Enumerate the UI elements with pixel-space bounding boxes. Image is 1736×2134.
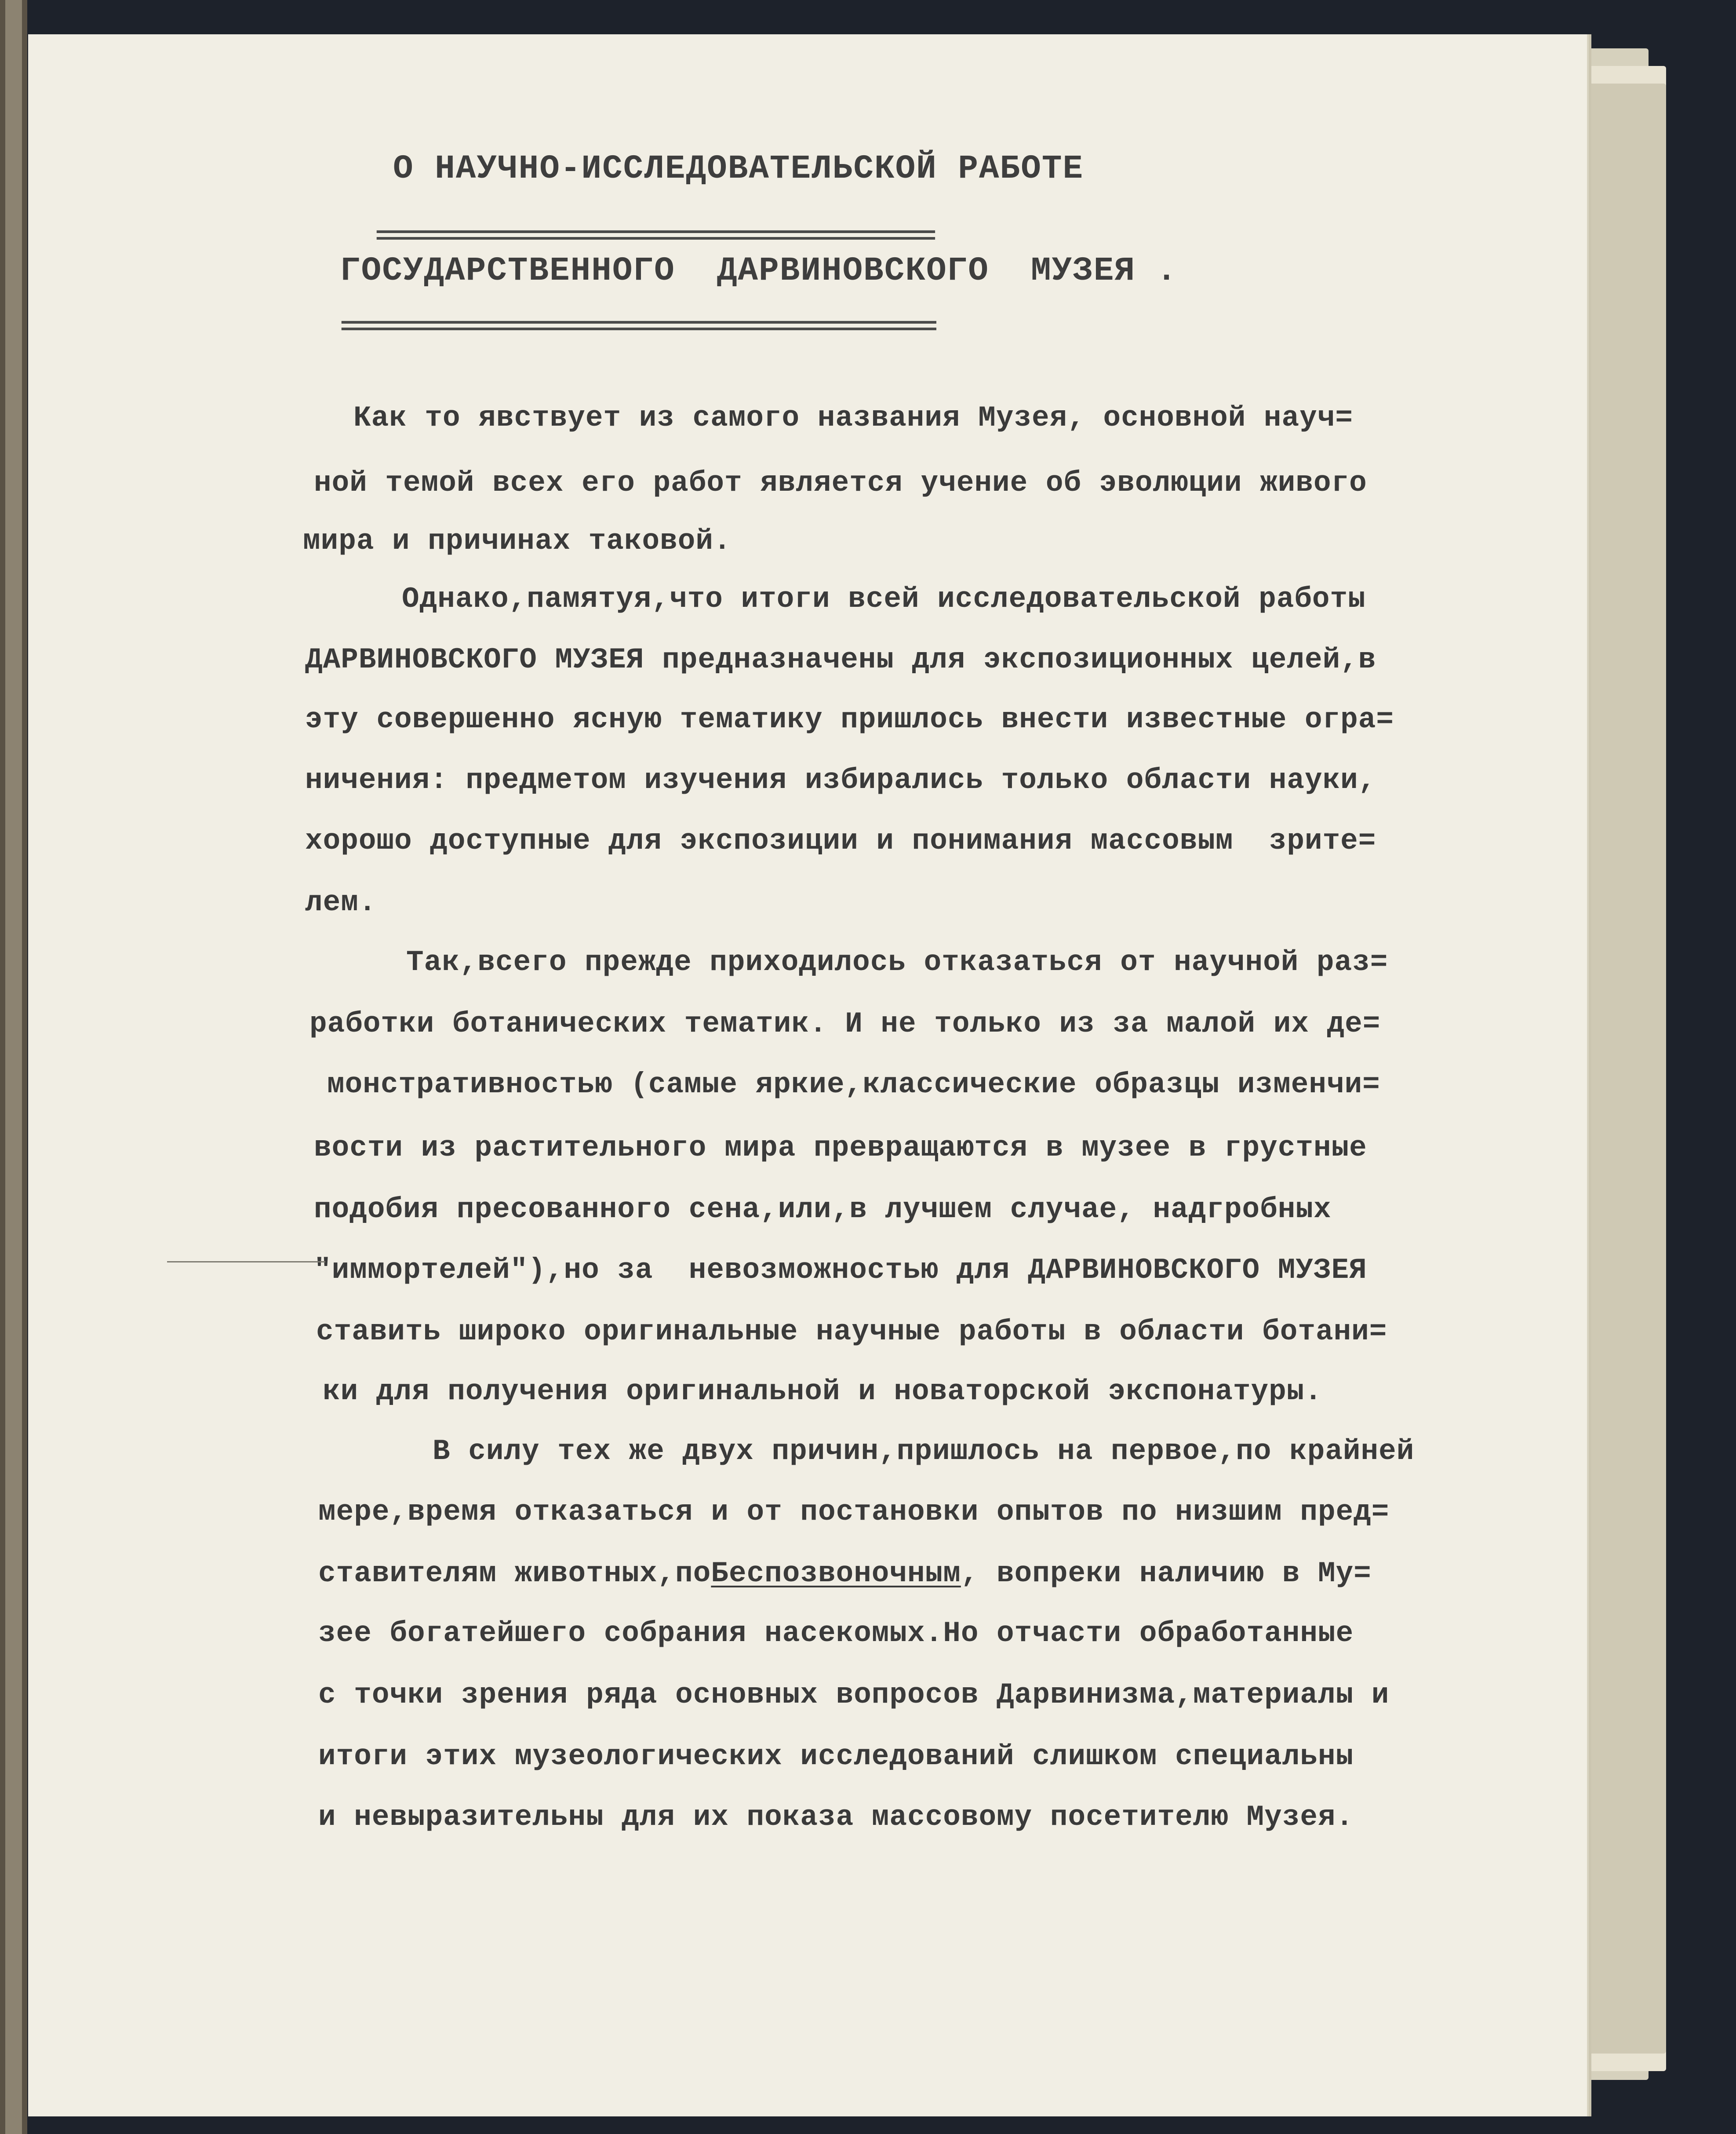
title-underline: ============================================== bbox=[375, 224, 934, 249]
text-line: Однако,памятуя,что итоги всей исследовательской работы bbox=[402, 583, 1366, 616]
text-line: с точки зрения ряда основных вопросов Дарвинизма,материалы и bbox=[318, 1678, 1390, 1711]
text-line: зее богатейшего собрания насекомых.Но отчасти обработанные bbox=[318, 1617, 1354, 1650]
underlined-term: Беспозвоночным bbox=[711, 1557, 961, 1590]
text-line: мира и причинах таковой. bbox=[303, 525, 732, 558]
text-line: вости из растительного мира превращаются в музее в грустные bbox=[314, 1131, 1367, 1164]
text-line: ки для получения оригинальной и новаторской экспонатуры. bbox=[323, 1375, 1322, 1408]
text-line: Как то явствует из самого названия Музея, основной науч= bbox=[353, 401, 1353, 434]
text-line: ставить широко оригинальные научные работы в области ботани= bbox=[316, 1315, 1387, 1348]
text-line: и невыразительны для их показа массовому посетителю Музея. bbox=[318, 1801, 1354, 1834]
text-line: ДАРВИНОВСКОГО МУЗЕЯ предназначены для экспозиционных целей,в bbox=[305, 643, 1376, 676]
text-line: хорошо доступные для экспозиции и понимания массовым зрите= bbox=[305, 824, 1376, 857]
text-line: монстративностью (самые яркие,классические образцы изменчи= bbox=[327, 1068, 1380, 1101]
binding-strip bbox=[5, 0, 22, 2134]
text-line: ной темой всех его работ является учение об эволюции живого bbox=[314, 467, 1367, 500]
text-line: эту совершенно ясную тематику пришлось внести известные огра= bbox=[305, 703, 1394, 736]
text-segment: ставителям животных,по bbox=[318, 1557, 711, 1590]
text-line: подобия пресованного сена,или,в лучшем случае, надгробных bbox=[314, 1193, 1332, 1226]
title-underline: ================================================= bbox=[340, 315, 935, 339]
text-line: ничения: предметом изучения избирались только области науки, bbox=[305, 764, 1376, 797]
text-line: лем. bbox=[305, 886, 377, 919]
text-line: итоги этих музеологических исследований слишком специальны bbox=[318, 1740, 1354, 1773]
page-stack-edge bbox=[1583, 84, 1666, 2054]
text-line: "иммортелей"),но за невозможностью для ДАРВИНОВСКОГО МУЗЕЯ bbox=[314, 1254, 1367, 1287]
text-line: Так,всего прежде приходилось отказаться от научной раз= bbox=[406, 946, 1388, 979]
document-title-line1: О НАУЧНО-ИССЛЕДОВАТЕЛЬСКОЙ РАБОТЕ bbox=[393, 150, 1084, 188]
text-line bbox=[318, 1559, 1372, 1588]
text-line: работки ботанических тематик. И не только из за малой их де= bbox=[309, 1007, 1381, 1040]
margin-pencil-line bbox=[167, 1261, 325, 1262]
text-line: В силу тех же двух причин,пришлось на первое,по крайней bbox=[433, 1435, 1415, 1468]
text-line: мере,время отказаться и от постановки опытов по низшим пред= bbox=[318, 1496, 1390, 1528]
document-title-line2: ГОСУДАРСТВЕННОГО ДАРВИНОВСКОГО МУЗЕЯ . bbox=[340, 252, 1178, 290]
text-segment: , вопреки наличию в Му= bbox=[961, 1557, 1372, 1590]
document-page bbox=[28, 34, 1587, 2116]
